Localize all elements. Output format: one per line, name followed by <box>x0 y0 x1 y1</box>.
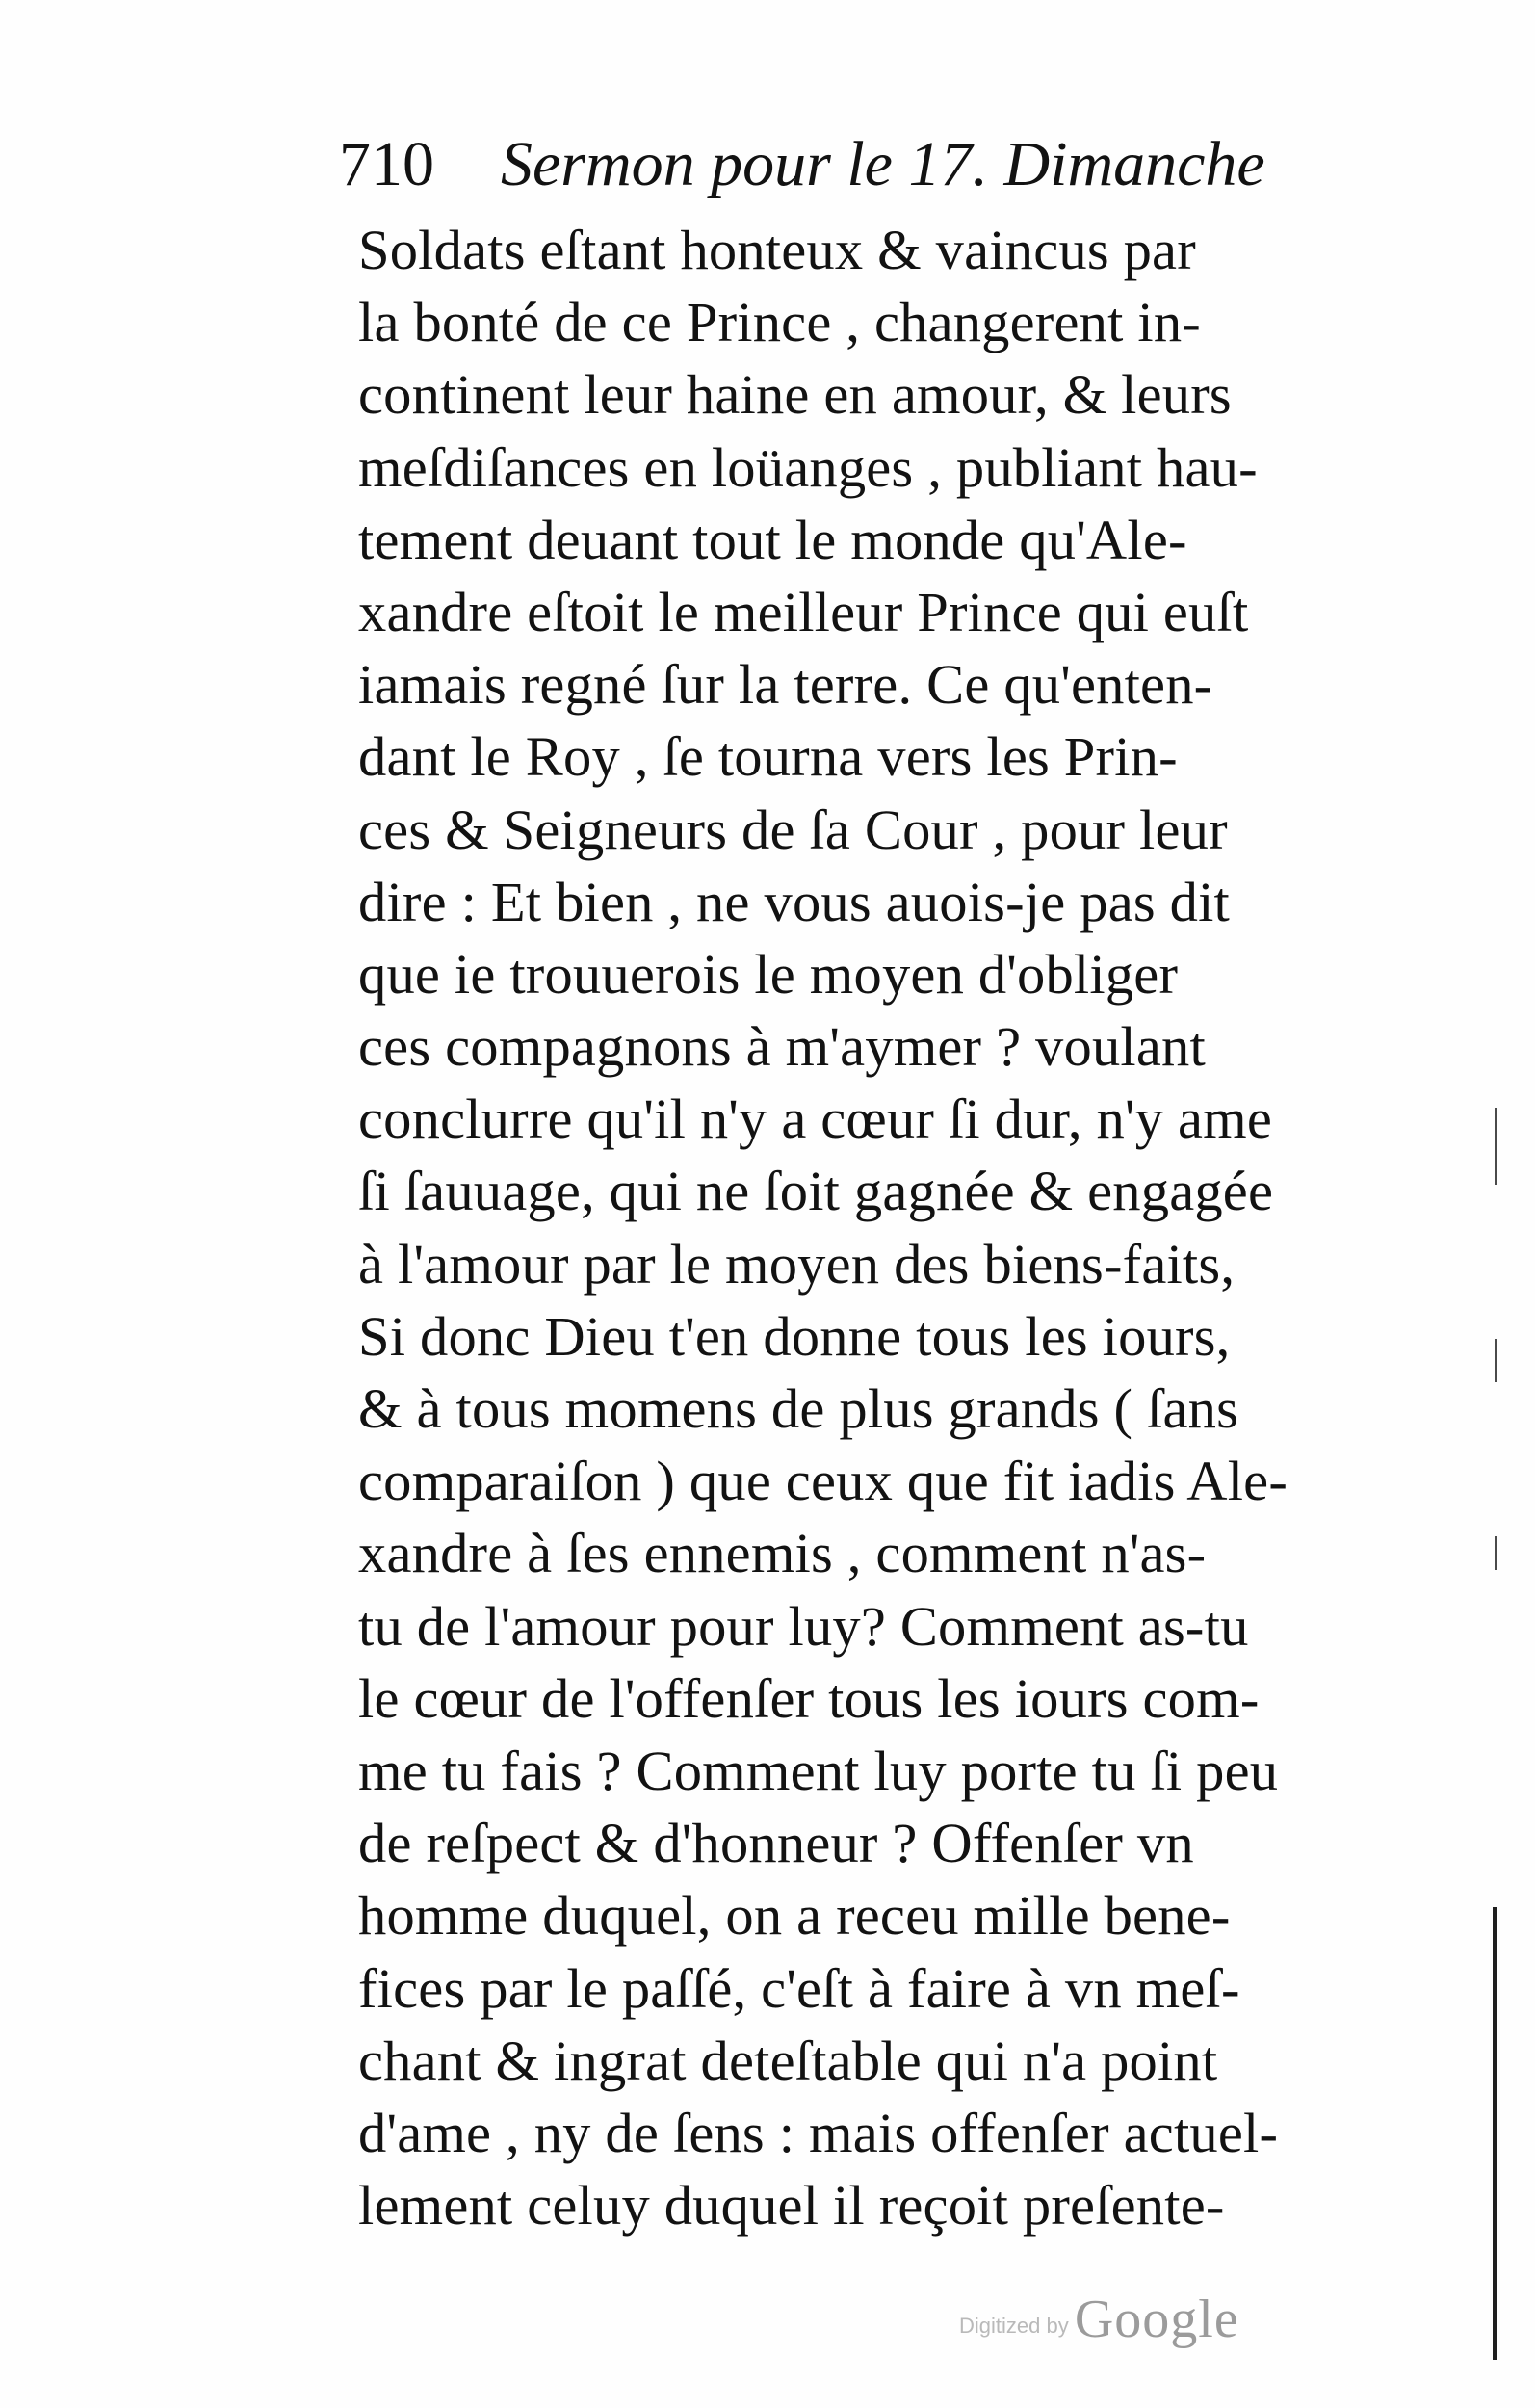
text-line: ces compagnons à m'aymer ? voulant <box>358 1015 1206 1079</box>
text-line: la bonté de ce Prince , changerent in- <box>358 291 1201 354</box>
text-line: me tu fais ? Comment luy porte tu ſi peu <box>358 1739 1279 1802</box>
scan-edge-mark <box>1495 1536 1497 1570</box>
page-number: 710 <box>339 129 434 199</box>
text-line: à l'amour par le moyen des biens-faits, <box>358 1232 1236 1296</box>
text-line: homme duquel, on a receu mille bene- <box>358 1884 1231 1948</box>
text-line: ſi ſauuage, qui ne ſoit gagnée & engagée <box>358 1160 1274 1223</box>
text-line: dire : Et bien , ne vous auois-je pas dit <box>358 870 1231 933</box>
watermark-prefix: Digitized by <box>959 2314 1069 2338</box>
text-line: le cœur de l'offenſer tous les iours com- <box>358 1666 1260 1730</box>
body-text <box>358 214 1398 2241</box>
watermark-brand: Google <box>1074 2290 1239 2349</box>
text-line: iamais regné ſur la terre. Ce qu'enten- <box>358 653 1213 717</box>
text-line: Si donc Dieu t'en donne tous les iours, <box>358 1304 1231 1368</box>
scan-edge-mark <box>1495 1108 1497 1185</box>
text-line: ces & Seigneurs de ſa Cour , pour leur <box>358 798 1228 861</box>
text-line: chant & ingrat deteſtable qui n'a point <box>358 2028 1218 2092</box>
text-line: meſdiſances en loüanges , publiant hau- <box>358 435 1258 499</box>
text-line: tement deuant tout le monde qu'Ale- <box>358 508 1187 571</box>
text-line: conclurre qu'il n'y a cœur ſi dur, n'y ame <box>358 1087 1272 1151</box>
scan-edge-mark <box>1495 1339 1497 1382</box>
scan-edge-mark <box>1493 1907 1497 2360</box>
text-line: lement celuy duquel il reçoit preſente- <box>358 2174 1225 2238</box>
text-line: que ie trouuerois le moyen d'obliger <box>358 942 1179 1006</box>
text-line: comparaiſon ) que ceux que fit iadis Ale- <box>358 1450 1288 1513</box>
running-title: Sermon pour le 17. Dimanche <box>501 129 1265 199</box>
text-line: xandre à ſes ennemis , comment n'as- <box>358 1522 1207 1585</box>
text-line: Soldats eſtant honteux & vaincus par <box>358 219 1196 281</box>
text-line: xandre eſtoit le meilleur Prince qui euſt <box>358 580 1249 643</box>
digitization-watermark <box>959 2286 1287 2353</box>
text-line: tu de l'amour pour luy? Comment as-tu <box>358 1594 1249 1658</box>
text-line: dant le Roy , ſe tourna vers les Prin- <box>358 725 1178 789</box>
text-line: fices par le paſſé, c'eſt à faire à vn meſ- <box>358 1956 1240 2020</box>
text-line: continent leur haine en amour, & leurs <box>358 363 1232 427</box>
text-line: & à tous momens de plus grands ( ſans <box>358 1377 1239 1440</box>
text-line: d'ame , ny de ſens : mais offenſer actuel- <box>358 2101 1279 2164</box>
page-header <box>339 121 1302 208</box>
text-line: de reſpect & d'honneur ? Offenſer vn <box>358 1812 1194 1875</box>
